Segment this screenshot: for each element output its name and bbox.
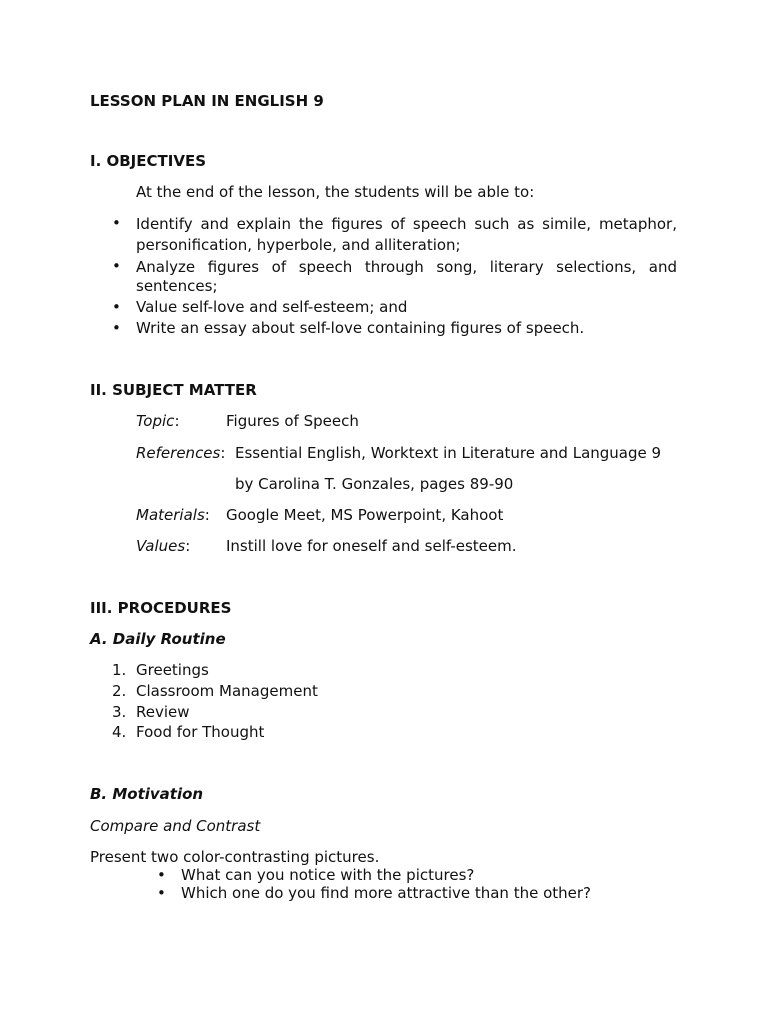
references-value-line-2: by Carolina T. Gonzales, pages 89-90 xyxy=(235,475,514,493)
objective-item xyxy=(112,298,677,320)
objective-line-1: Write an essay about self-love containing figures of speech. xyxy=(136,319,585,337)
topic-label: Topic: xyxy=(136,412,180,430)
list-number: 4. xyxy=(112,723,127,741)
topic-value: Figures of Speech xyxy=(226,412,359,430)
document-title: LESSON PLAN IN ENGLISH 9 xyxy=(90,92,324,110)
list-item-label: Greetings xyxy=(136,661,209,679)
bullet-icon: • xyxy=(112,298,121,316)
list-number: 3. xyxy=(112,703,127,721)
objective-line-1: Identify and explain the figures of speech such as simile, metaphor, xyxy=(136,215,677,233)
objective-line-2: sentences; xyxy=(136,277,218,295)
objective-item xyxy=(112,214,677,258)
materials-label: Materials: xyxy=(136,506,210,524)
motivation-instruction: Present two color-contrasting pictures. xyxy=(90,848,380,866)
objective-item xyxy=(112,257,677,301)
bullet-icon: • xyxy=(112,319,121,337)
daily-routine-heading: A. Daily Routine xyxy=(90,630,226,648)
objectives-heading: I. OBJECTIVES xyxy=(90,152,206,170)
values-label: Values: xyxy=(136,537,191,555)
motivation-subheading: Compare and Contrast xyxy=(90,817,261,835)
references-value-line-1: Essential English, Worktext in Literature and Language 9 xyxy=(235,444,662,462)
bullet-icon: • xyxy=(157,866,166,884)
bullet-icon: • xyxy=(157,884,166,902)
bullet-icon: • xyxy=(112,257,121,275)
procedures-heading: III. PROCEDURES xyxy=(90,599,232,617)
list-item-label: Review xyxy=(136,703,190,721)
bullet-icon: • xyxy=(112,214,121,232)
objective-line-2: personification, hyperbole, and alliteration; xyxy=(136,236,461,254)
list-item-label: Food for Thought xyxy=(136,723,265,741)
values-value: Instill love for oneself and self-esteem. xyxy=(226,537,517,555)
list-number: 2. xyxy=(112,682,127,700)
motivation-heading: B. Motivation xyxy=(90,785,204,803)
objective-line-1: Value self-love and self-esteem; and xyxy=(136,298,408,316)
subject-matter-heading: II. SUBJECT MATTER xyxy=(90,381,257,399)
objective-item xyxy=(112,319,677,341)
question-text: What can you notice with the pictures? xyxy=(181,866,475,884)
objectives-intro: At the end of the lesson, the students will be able to: xyxy=(136,183,535,201)
objective-line-1: Analyze figures of speech through song, literary selections, and xyxy=(136,258,677,276)
list-item-label: Classroom Management xyxy=(136,682,318,700)
question-text: Which one do you find more attractive than the other? xyxy=(181,884,592,902)
list-number: 1. xyxy=(112,661,127,679)
materials-value: Google Meet, MS Powerpoint, Kahoot xyxy=(226,506,504,524)
references-label: References: xyxy=(136,444,226,462)
